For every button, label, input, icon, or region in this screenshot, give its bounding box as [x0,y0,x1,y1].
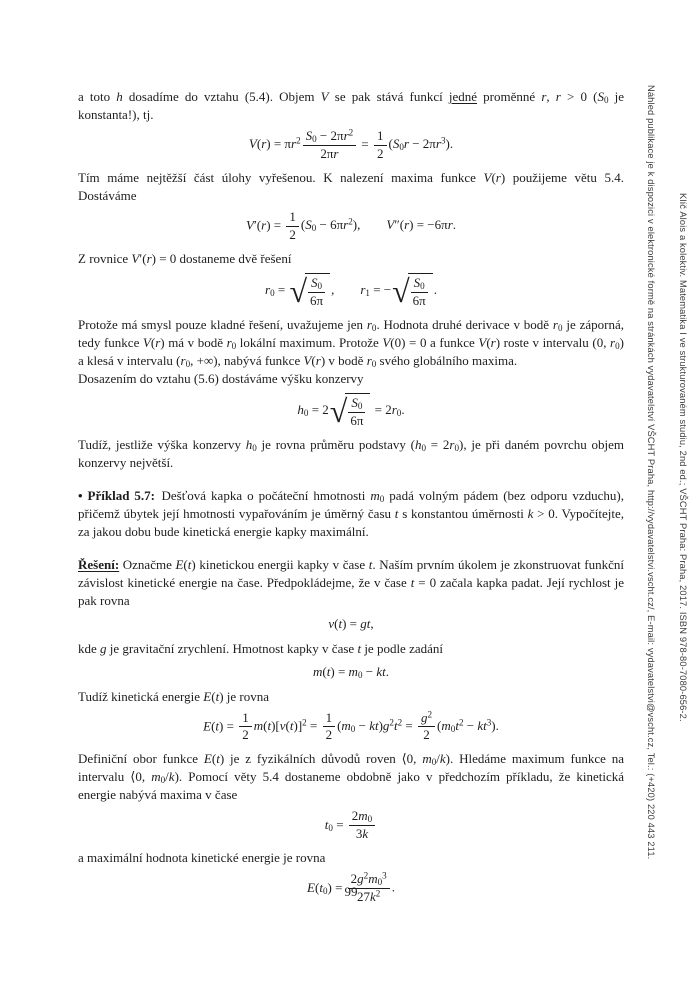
paragraph: Tudíž kinetická energie E(t) je rovna [78,688,270,704]
math-text: $(m_0t^2 - kt^3)$. [437,717,499,734]
math-fraction: $\frac{2g^2m_0^3}{27k^2}$ [347,872,391,905]
math-text: $r_0$ = [265,281,289,298]
math-text: = [358,136,373,152]
math-text: V′(r) = [245,217,285,233]
math-text: $V(r) = \pi r^2$ [248,135,301,152]
math-text: $t_0$ = [324,816,347,833]
math-text: v(t) = gt, [328,615,374,631]
formula [78,615,624,633]
math-fraction: $\frac{1}{2}$ [238,711,253,744]
paragraph: Dosazením do vztahu (5.6) dostáváme výšku konzervy [78,370,364,386]
paragraph: a toto h dosadíme do vztahu (5.4). Objem V se pak stává funkcí jedné proměnné r, r > 0 ($S_0$ je konstanta!), tj. [78,89,625,122]
paragraph: Tím máme nejtěžší část úlohy vyřešenou. K nalezení maxima funkce V(r) použijeme větu 5.4. Dostáváme [78,169,624,203]
formula [78,273,624,309]
paragraph: • Příklad 5.7: Dešťová kapka o počáteční hmotnosti $m_0$ padá volným pádem (bez odporu vzduchu), přičemž úbytek její hmotnosti vypařováním je úměrný času t s konstantou úměrnosti k > 0. Vypočítejte, za jakou dobu bude kinetická energie kapky maximální. [78,487,624,539]
paragraph: Protože má smysl pouze kladné řešení, uvažujeme jen $r_0$. Hodnota druhé derivace v bodě $r_0$ je záporná, tedy funkce V(r) má v bodě $r_0$ lokální maximum. Protože V(0) = 0 a funkce V(r) roste v intervalu (0, $r_0$) a klesá v intervalu ($r_0$, +∞), nabývá funkce V(r) v bodě $r_0$ svého globálního maxima. [78,316,624,369]
math-text: $(S_0r - 2\pi r^3)$. [388,135,454,153]
math-text: $E(t_0)$ = [307,879,346,896]
math-text: $(m_0 - kt)g^2t^2$ = [337,717,416,734]
math-text: E(t) = [203,717,238,733]
paragraph: Řešení: Označme E(t) kinetickou energii kapky v čase t. Naším prvním úkolem je zkonstruovat funkční závislost kinetické energie na čase. Předpokládejme, že v čase t = 0 začala kapka padat. Její rychlost je pak rovna [78,556,624,608]
math-fraction: $\frac{S_0 - 2\pi r^2}{2\pi r}$ [302,129,358,162]
math-fraction: $\frac{1}{2}$ [285,210,300,243]
paragraph: kde g je gravitační zrychlení. Hmotnost kapky v čase t je podle zadání [78,640,443,656]
document-body [78,88,624,912]
math-text: . [391,879,395,895]
math-sqrt [392,273,433,309]
sqrt-radical-icon: √ [329,393,348,430]
math-text: $(S_0 - 6\pi r^2)$, V″(r) = −6πr. [300,216,456,234]
paragraph: Definiční obor funkce E(t) je z fyzikálních důvodů roven ⟨0, $m_0/k$). Hledáme maximum funkce na intervalu ⟨0, $m_0/k$). Pomocí věty 5.4 dostaneme obdobně jako v předchozím příkladu, že kinetická energie nabývá maxima v čase [78,751,624,803]
math-text: , $r_1$ = − [331,281,392,298]
formula [78,393,624,429]
sqrt-radical-icon: √ [289,273,308,310]
formula [78,663,624,681]
math-sqrt [289,273,330,309]
math-sqrt [330,393,371,429]
math-fraction: $\frac{S_0}{6\pi}$ [412,274,426,308]
sidebar-availability-text: Náhled publikace je k dispozici v elektronické formě na stránkách vydavatelství VŠCHT Praha, http://vydavatelstvi.vscht.cz/, E-mail: vydavatelstvi@vscht.cz, Tel.: (+420) 220 443 211. [646,85,656,860]
math-fraction: $\frac{1}{2}$ [373,129,388,162]
math-fraction: $\frac{1}{2}$ [322,711,337,744]
math-fraction: $\frac{S_0}{6\pi}$ [310,274,324,308]
math-text: . [433,281,437,297]
paragraph: a maximální hodnota kinetické energie je rovna [78,850,326,866]
sqrt-radical-icon: √ [392,273,410,310]
formula [78,708,624,744]
paragraph: Z rovnice V′(r) = 0 dostaneme dvě řešení [78,250,292,266]
math-text: $m(t)[v(t)]^2$ = [253,717,321,733]
math-text: = $2r_0$. [371,401,405,418]
formula [78,809,624,842]
formula [78,129,624,162]
math-fraction: $\frac{2m_0}{3k}$ [348,809,376,842]
page-number: 99 [344,884,358,899]
math-fraction: $\frac{g^2}{2}$ [417,711,436,744]
math-fraction: $\frac{S_0}{6\pi}$ [350,394,364,428]
math-text: $h_0 = 2$ [297,401,329,418]
paragraph: Tudíž, jestliže výška konzervy $h_0$ je rovna průměru podstavy $(h_0 = 2r_0)$, je při daném povrchu objem konzervy největší. [78,436,624,470]
sidebar-citation-text: Klíč Alois a kolektiv. Matematika I ve strukturovaném studiu, 2nd ed.; VŠCHT Praha: Praha, 2017. ISBN 978-80-7080-656-2. [678,193,688,722]
math-text: $m(t) = m_0$ − kt. [313,663,389,680]
formula [78,210,624,243]
